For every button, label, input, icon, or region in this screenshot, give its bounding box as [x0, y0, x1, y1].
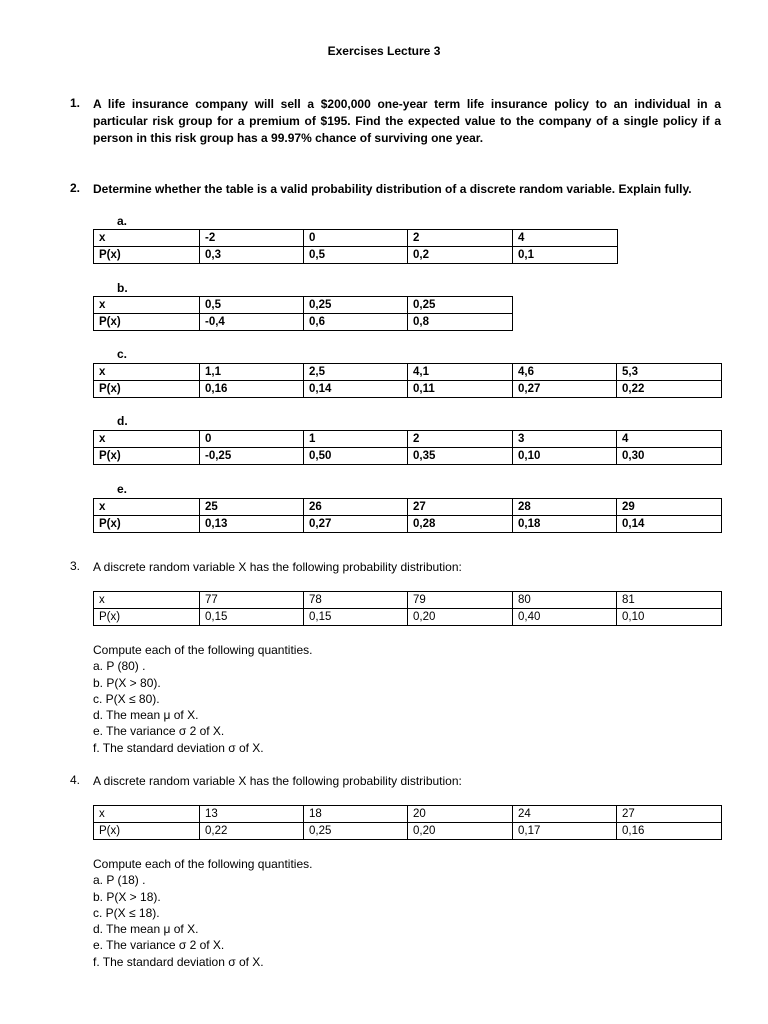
table-row-x: [94, 230, 618, 247]
row-label-p: P(x): [94, 314, 200, 331]
p-value: 0,27: [513, 381, 617, 398]
x-value: 79: [408, 592, 513, 609]
question-4-intro: Compute each of the following quantities.: [93, 857, 313, 871]
question-4-text: A discrete random variable X has the following probability distribution:: [93, 774, 462, 788]
row-label-p: P(x): [94, 823, 200, 840]
question-2-text: Determine whether the table is a valid probability distribution of a discrete random variable. Explain fully.: [93, 182, 692, 196]
p-value: -0,4: [200, 314, 304, 331]
question-3-intro: Compute each of the following quantities.: [93, 643, 313, 657]
p-value: 0,15: [200, 609, 304, 626]
x-value: 0: [200, 431, 304, 448]
question-2-number: 2.: [70, 181, 81, 195]
p-value: 0,2: [408, 247, 513, 264]
table-row-p: [94, 247, 618, 264]
question-1-text: [93, 96, 721, 147]
p-value: 0,10: [617, 609, 722, 626]
x-value: 24: [513, 806, 617, 823]
p-value: 0,35: [408, 448, 513, 465]
p-value: 0,25: [304, 823, 408, 840]
x-value: 80: [513, 592, 617, 609]
x-value: 77: [200, 592, 304, 609]
x-value: 1: [304, 431, 408, 448]
table-row-p: [94, 609, 722, 626]
x-value: 2: [408, 230, 513, 247]
x-value: -2: [200, 230, 304, 247]
x-value: 2,5: [304, 364, 408, 381]
p-value: 0,14: [304, 381, 408, 398]
row-label-x: x: [94, 230, 200, 247]
x-value: 0,5: [200, 297, 304, 314]
row-label-p: P(x): [94, 516, 200, 533]
p-value: 0,22: [200, 823, 304, 840]
x-value: 78: [304, 592, 408, 609]
list-item: c. P(X ≤ 80).: [93, 691, 160, 706]
question-3-number: 3.: [70, 559, 81, 573]
x-value: 81: [617, 592, 722, 609]
x-value: 29: [617, 499, 722, 516]
question-1-line: person in this risk group has a 99.97% chance of surviving one year.: [93, 131, 484, 145]
p-value: 0,17: [513, 823, 617, 840]
p-value: 0,40: [513, 609, 617, 626]
table-label-b: b.: [117, 281, 128, 295]
list-item: f. The standard deviation σ of X.: [93, 740, 264, 755]
table-row-p: [94, 381, 722, 398]
question-4-items: [93, 856, 312, 970]
table-row-p: [94, 448, 722, 465]
row-label-x: x: [94, 297, 200, 314]
p-value: 0,18: [513, 516, 617, 533]
p-value: -0,25: [200, 448, 304, 465]
list-item: e. The variance σ 2 of X.: [93, 938, 225, 953]
p-value: 0,50: [304, 448, 408, 465]
x-value: 5,3: [617, 364, 722, 381]
list-item: f. The standard deviation σ of X.: [93, 954, 264, 969]
list-item: e. The variance σ 2 of X.: [93, 724, 225, 739]
x-value: 13: [200, 806, 304, 823]
p-value: 0,16: [200, 381, 304, 398]
row-label-x: x: [94, 806, 200, 823]
p-value: 0,8: [408, 314, 513, 331]
p-value: 0,5: [304, 247, 408, 264]
question-3-text: A discrete random variable X has the following probability distribution:: [93, 560, 462, 574]
p-value: 0,11: [408, 381, 513, 398]
x-value: 0,25: [304, 297, 408, 314]
list-item: a. P (18) .: [93, 873, 146, 888]
p-value: 0,10: [513, 448, 617, 465]
table-label-a: a.: [117, 214, 128, 228]
p-value: 0,3: [200, 247, 304, 264]
table-row-x: [94, 499, 722, 516]
row-label-p: P(x): [94, 609, 200, 626]
x-value: 18: [304, 806, 408, 823]
p-value: 0,20: [408, 609, 513, 626]
x-value: 4: [617, 431, 722, 448]
p-value: 0,13: [200, 516, 304, 533]
x-value: 0: [304, 230, 408, 247]
p-value: 0,22: [617, 381, 722, 398]
x-value: 27: [408, 499, 513, 516]
x-value: 4,1: [408, 364, 513, 381]
p-value: 0,20: [408, 823, 513, 840]
row-label-p: P(x): [94, 381, 200, 398]
distribution-table-c: [93, 363, 722, 398]
distribution-table-q3: [93, 591, 722, 626]
table-row-x: [94, 364, 722, 381]
table-row-x: [94, 592, 722, 609]
question-3-items: [93, 642, 312, 756]
list-item: d. The mean μ of X.: [93, 922, 199, 937]
question-4-number: 4.: [70, 773, 81, 787]
table-row-p: [94, 314, 513, 331]
list-item: d. The mean μ of X.: [93, 708, 199, 723]
p-value: 0,16: [617, 823, 722, 840]
x-value: 26: [304, 499, 408, 516]
table-label-e: e.: [117, 482, 128, 496]
table-row-x: [94, 431, 722, 448]
table-row-p: [94, 823, 722, 840]
x-value: 25: [200, 499, 304, 516]
p-value: 0,27: [304, 516, 408, 533]
x-value: 27: [617, 806, 722, 823]
p-value: 0,15: [304, 609, 408, 626]
row-label-p: P(x): [94, 247, 200, 264]
table-row-x: [94, 297, 513, 314]
list-item: c. P(X ≤ 18).: [93, 905, 160, 920]
p-value: 0,1: [513, 247, 618, 264]
x-value: 4: [513, 230, 618, 247]
table-row-x: [94, 806, 722, 823]
question-1-line: particular risk group for a premium of $195. Find the expected value to the company of a single policy if a: [93, 114, 721, 128]
distribution-table-d: [93, 430, 722, 465]
p-value: 0,14: [617, 516, 722, 533]
table-row-p: [94, 516, 722, 533]
x-value: 20: [408, 806, 513, 823]
x-value: 3: [513, 431, 617, 448]
table-label-d: d.: [117, 414, 128, 428]
list-item: b. P(X > 18).: [93, 889, 161, 904]
x-value: 28: [513, 499, 617, 516]
distribution-table-e: [93, 498, 722, 533]
p-value: 0,6: [304, 314, 408, 331]
p-value: 0,28: [408, 516, 513, 533]
distribution-table-a: [93, 229, 618, 264]
list-item: b. P(X > 80).: [93, 675, 161, 690]
row-label-x: x: [94, 499, 200, 516]
row-label-p: P(x): [94, 448, 200, 465]
p-value: 0,30: [617, 448, 722, 465]
x-value: 2: [408, 431, 513, 448]
distribution-table-b: [93, 296, 513, 331]
row-label-x: x: [94, 431, 200, 448]
question-1-line: A life insurance company will sell a $200,000 one-year term life insurance policy to an individual in a: [93, 97, 721, 111]
table-label-c: c.: [117, 347, 128, 361]
row-label-x: x: [94, 364, 200, 381]
page-title: Exercises Lecture 3: [327, 44, 441, 58]
distribution-table-q4: [93, 805, 722, 840]
list-item: a. P (80) .: [93, 659, 146, 674]
row-label-x: x: [94, 592, 200, 609]
x-value: 4,6: [513, 364, 617, 381]
x-value: 1,1: [200, 364, 304, 381]
question-1-number: 1.: [70, 96, 81, 110]
x-value: 0,25: [408, 297, 513, 314]
